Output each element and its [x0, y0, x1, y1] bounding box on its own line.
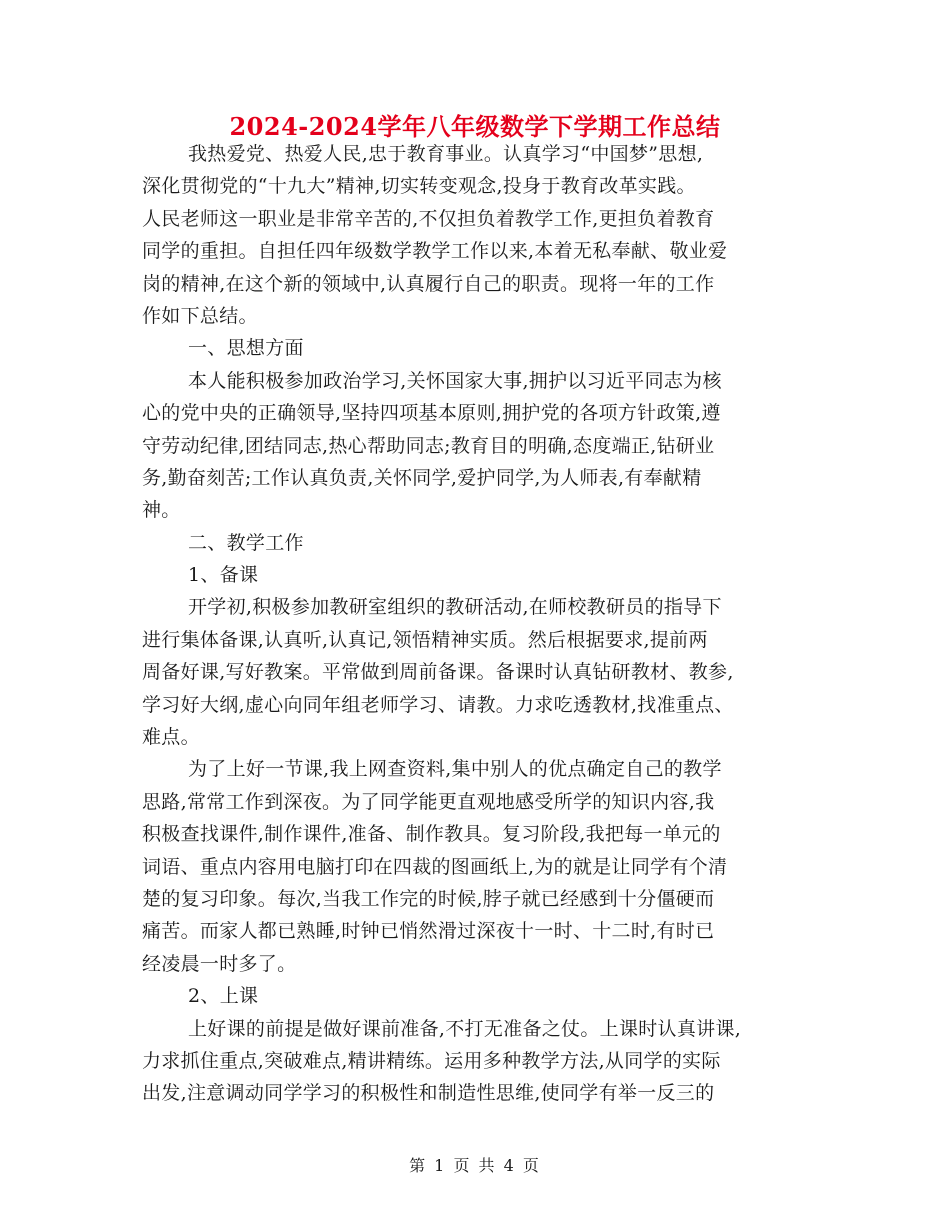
text-line: 楚的复习印象。每次,当我工作完的时候,脖子就已经感到十分僵硬而 [142, 887, 715, 910]
text-line: 本人能积极参加政治学习,关怀国家大事,拥护以习近平同志为核 [188, 369, 722, 392]
text-line: 周备好课,写好教案。平常做到周前备课。备课时认真钻研教材、教参, [142, 661, 734, 684]
text-line: 力求抓住重点,突破难点,精讲精练。运用多种教学方法,从同学的实际 [142, 1049, 721, 1072]
text-line: 岗的精神,在这个新的领域中,认真履行自己的职责。现将一年的工作 [142, 272, 715, 295]
text-line: 深化贯彻党的“十九大”精神,切实转变观念,投身于教育改革实践。 [142, 175, 696, 198]
text-line: 开学初,积极参加教研室组织的教研活动,在师校教研员的指导下 [188, 596, 722, 619]
text-line: 学习好大纲,虚心向同年组老师学习、请教。力求吃透教材,找准重点、 [142, 693, 734, 716]
text-line: 人民老师这一职业是非常辛苦的,不仅担负着教学工作,更担负着教育 [142, 207, 715, 230]
text-line: 作如下总结。 [142, 304, 258, 327]
text-line: 神。 [142, 499, 181, 522]
section-heading: 二、教学工作 [188, 531, 304, 554]
text-line: 务,勤奋刻苦;工作认真负责,关怀同学,爱护同学,为人师表,有奉献精 [142, 466, 702, 489]
text-line: 心的党中央的正确领导,坚持四项基本原则,拥护党的各项方针政策,遵 [142, 402, 721, 425]
text-line: 守劳动纪律,团结同志,热心帮助同志;教育目的明确,态度端正,钻研业 [142, 434, 715, 457]
text-line: 词语、重点内容用电脑打印在四裁的图画纸上,为的就是让同学有个清 [142, 855, 728, 878]
page-footer: 第 1 页 共 4 页 [409, 1156, 541, 1175]
text-line: 出发,注意调动同学学习的积极性和制造性思维,使同学有举一反三的 [142, 1082, 715, 1105]
text-line: 进行集体备课,认真听,认真记,领悟精神实质。然后根据要求,提前两 [142, 628, 708, 651]
text-line: 上好课的前提是做好课前准备,不打无准备之仗。上课时认真讲课, [188, 1017, 742, 1040]
section-heading: 一、思想方面 [188, 337, 304, 360]
text-line: 我热爱党、热爱人民,忠于教育事业。认真学习“中国梦”思想, [188, 143, 704, 165]
text-line: 难点。 [142, 726, 200, 749]
subsection-heading: 1、备课 [188, 564, 259, 587]
text-line: 思路,常常工作到深夜。为了同学能更直观地感受所学的知识内容,我 [142, 790, 715, 813]
text-line: 经凌晨一时多了。 [142, 952, 297, 975]
text-line: 痛苦。而家人都已熟睡,时钟已悄然滑过深夜十一时、十二时,有时已 [142, 920, 715, 943]
document-body [142, 138, 812, 1110]
text-line: 积极查找课件,制作课件,准备、制作教具。复习阶段,我把每一单元的 [142, 823, 721, 846]
document-title: 2024-2024学年八年级数学下学期工作总结 [229, 112, 721, 141]
subsection-heading: 2、上课 [188, 985, 259, 1008]
text-line: 为了上好一节课,我上网查资料,集中别人的优点确定自己的教学 [188, 758, 722, 781]
text-line: 同学的重担。自担任四年级数学教学工作以来,本着无私奉献、敬业爱 [142, 240, 728, 263]
